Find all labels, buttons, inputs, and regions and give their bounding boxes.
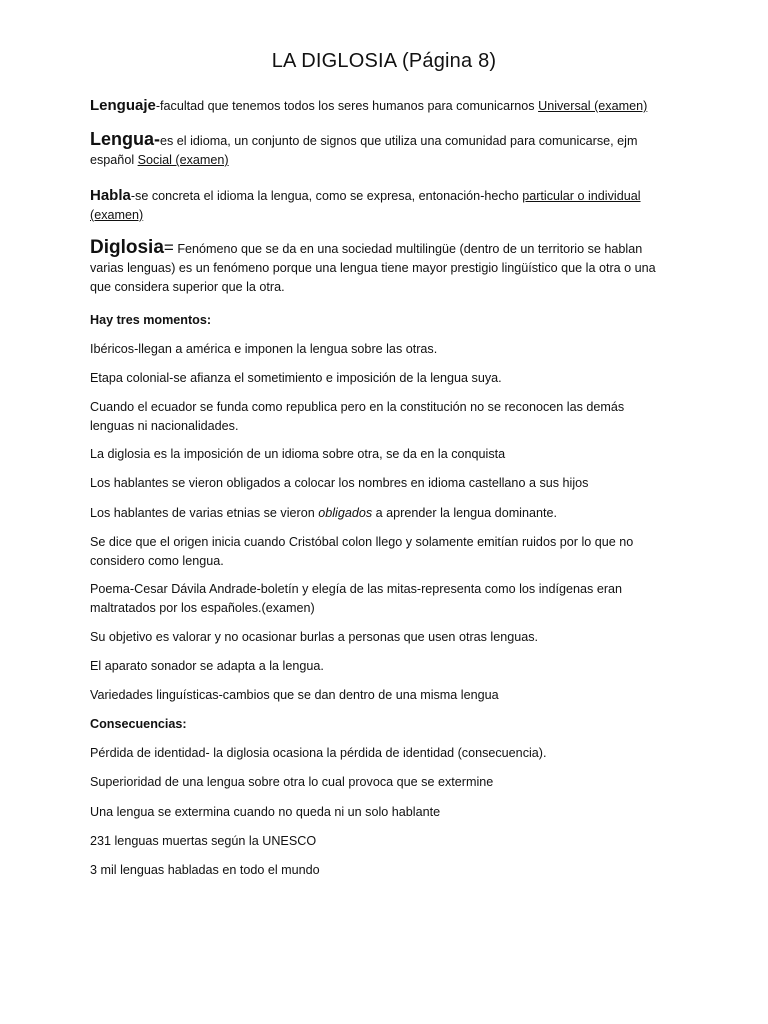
paragraph-perdida: Pérdida de identidad- la diglosia ocasiona la pérdida de identidad (consecuencia).	[90, 746, 547, 760]
paragraph-extermina: Una lengua se extermina cuando no queda ni un solo hablante	[90, 805, 441, 819]
equals-sign: =	[163, 238, 174, 257]
tag-lenguaje: Universal (examen)	[538, 99, 648, 113]
text-ibericos: -llegan a américa e imponen la lengua sobre las otras.	[134, 342, 438, 356]
paragraph-objetivo: Su objetivo es valorar y no ocasionar burlas a personas que usen otras lenguas.	[90, 630, 539, 644]
definition-lengua: es el idioma, un conjunto de signos que utiliza una comunidad para comunicarse, ejm español	[90, 134, 638, 167]
definition-lenguaje: -facultad que tenemos todos los seres humanos para comunicarnos	[155, 99, 539, 113]
tag-habla: particular o individual (examen)	[90, 189, 641, 222]
paragraph-habladas: 3 mil lenguas habladas en todo el mundo	[90, 863, 320, 877]
tag-lengua: Social (examen)	[137, 153, 229, 167]
definition-habla: -se concreta el idioma la lengua, como se expresa, entonación-hecho	[130, 189, 523, 203]
page-title: LA DIGLOSIA (Página 8)	[271, 50, 497, 72]
paragraph-poema: Poema-Cesar Dávila Andrade-boletín y elegía de las mitas-representa como los indígenas eran maltratados por los españoles.(examen)	[90, 582, 623, 615]
paragraph-habla	[90, 186, 670, 225]
term-lenguaje: Lenguaje	[90, 97, 156, 114]
text-colonial: -se afianza el sometimiento e imposición de la lengua suya.	[169, 371, 502, 385]
term-lengua: Lengua-	[90, 129, 160, 149]
text-etnias-before: Los hablantes de varias etnias se vieron	[90, 506, 319, 520]
heading-momentos: Hay tres momentos:	[90, 313, 212, 327]
paragraph-ibericos	[90, 340, 670, 359]
term-ibericos: Ibéricos	[90, 342, 135, 356]
term-habla: Habla	[90, 187, 131, 204]
text-etnias-after: a aprender la lengua dominante.	[372, 506, 557, 520]
term-colonial: Etapa colonial	[90, 371, 170, 385]
paragraph-colonial	[90, 369, 670, 388]
paragraph-lenguaje	[90, 96, 670, 116]
definition-diglosia: Fenómeno que se da en una sociedad multilingüe (dentro de un territorio se hablan varias lenguas) es un fenómeno porque una lengua tiene mayor prestigio lingüístico que la otra o una que considera superior que la otra.	[90, 242, 656, 294]
paragraph-lengua	[90, 130, 670, 170]
paragraph-ecuador: Cuando el ecuador se funda como republica pero en la constitución no se reconocen las demás lenguas ni nacionalidades.	[90, 400, 625, 433]
paragraph-nombres: Los hablantes se vieron obligados a colocar los nombres en idioma castellano a sus hijos	[90, 476, 589, 490]
term-diglosia: Diglosia	[90, 237, 164, 258]
heading-consecuencias: Consecuencias:	[90, 717, 187, 731]
paragraph-variedades: Variedades linguísticas-cambios que se dan dentro de una misma lengua	[90, 688, 499, 702]
paragraph-diglosia	[90, 238, 670, 297]
paragraph-imposicion: La diglosia es la imposición de un idioma sobre otra, se da en la conquista	[90, 447, 506, 461]
paragraph-muertas: 231 lenguas muertas según la UNESCO	[90, 834, 317, 848]
paragraph-etnias	[90, 504, 670, 523]
paragraph-superioridad: Superioridad de una lengua sobre otra lo cual provoca que se extermine	[90, 775, 494, 789]
paragraph-aparato: El aparato sonador se adapta a la lengua.	[90, 659, 324, 673]
paragraph-colon: Se dice que el origen inicia cuando Cristóbal colon llego y solamente emitían ruidos por lo que no considero como lengua.	[90, 535, 634, 568]
text-etnias-italic: obligados	[318, 506, 373, 520]
